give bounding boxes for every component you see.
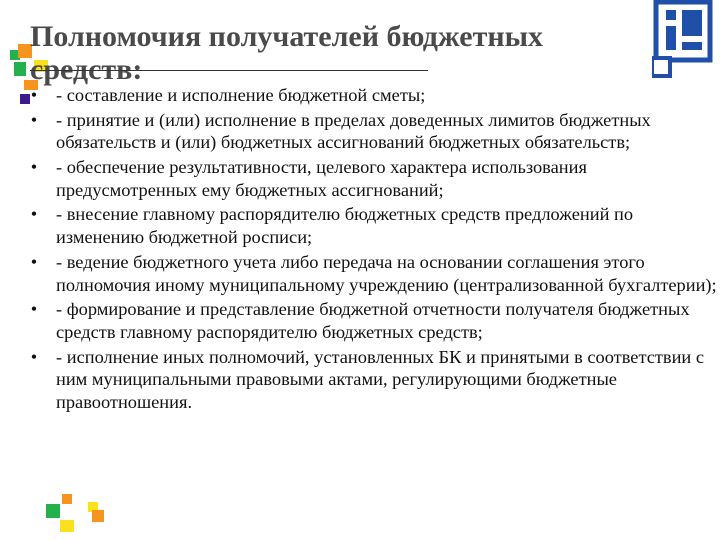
page-title: Полномочия получателей бюджетных средств: — [30, 20, 544, 87]
list-item-text: - исполнение иных полномочий, установленных БК и принятыми в соответствии с ним муниципальными правовыми актами, регулирующими бюджетные правоотношения. — [56, 346, 705, 413]
bullet-icon: • — [30, 109, 38, 130]
list-item — [27, 346, 717, 415]
bullet-icon: • — [30, 85, 38, 105]
list-item — [27, 84, 717, 107]
list-item-text: - формирование и представление бюджетной отчетности получателя бюджетных средств главному распорядителю бюджетных средств; — [56, 299, 690, 343]
logo-icon — [652, 0, 712, 62]
list-item-text: - составление и исполнение бюджетной сметы; — [56, 85, 426, 105]
title-divider — [30, 70, 428, 71]
list-item — [27, 203, 717, 249]
list-item-text: - обеспечение результативности, целевого характера использования предусмотренных ему бюджетных ассигнований; — [56, 156, 587, 200]
bullet-icon: • — [30, 299, 38, 320]
bullet-list — [27, 84, 717, 416]
list-item — [27, 156, 717, 202]
list-item-text: - ведение бюджетного учета либо передача на основании соглашения этого полномочия иному муниципальному учреждению (централизованной бухгалтерии); — [56, 251, 717, 295]
bullet-icon: • — [30, 346, 38, 367]
bullet-icon: • — [30, 251, 38, 272]
list-item-text: - принятие и (или) исполнение в пределах доведенных лимитов бюджетных обязательств и (или) бюджетных ассигнований бюджетных обязательств; — [56, 109, 651, 153]
list-item-text: - внесение главному распорядителю бюджетных средств предложений по изменению бюджетной росписи; — [56, 204, 634, 248]
bullet-icon: • — [30, 204, 38, 225]
list-item — [27, 251, 717, 297]
decorative-squares-icon — [40, 480, 110, 540]
bullet-icon: • — [30, 156, 38, 177]
list-item — [27, 298, 717, 344]
list-item — [27, 109, 717, 155]
